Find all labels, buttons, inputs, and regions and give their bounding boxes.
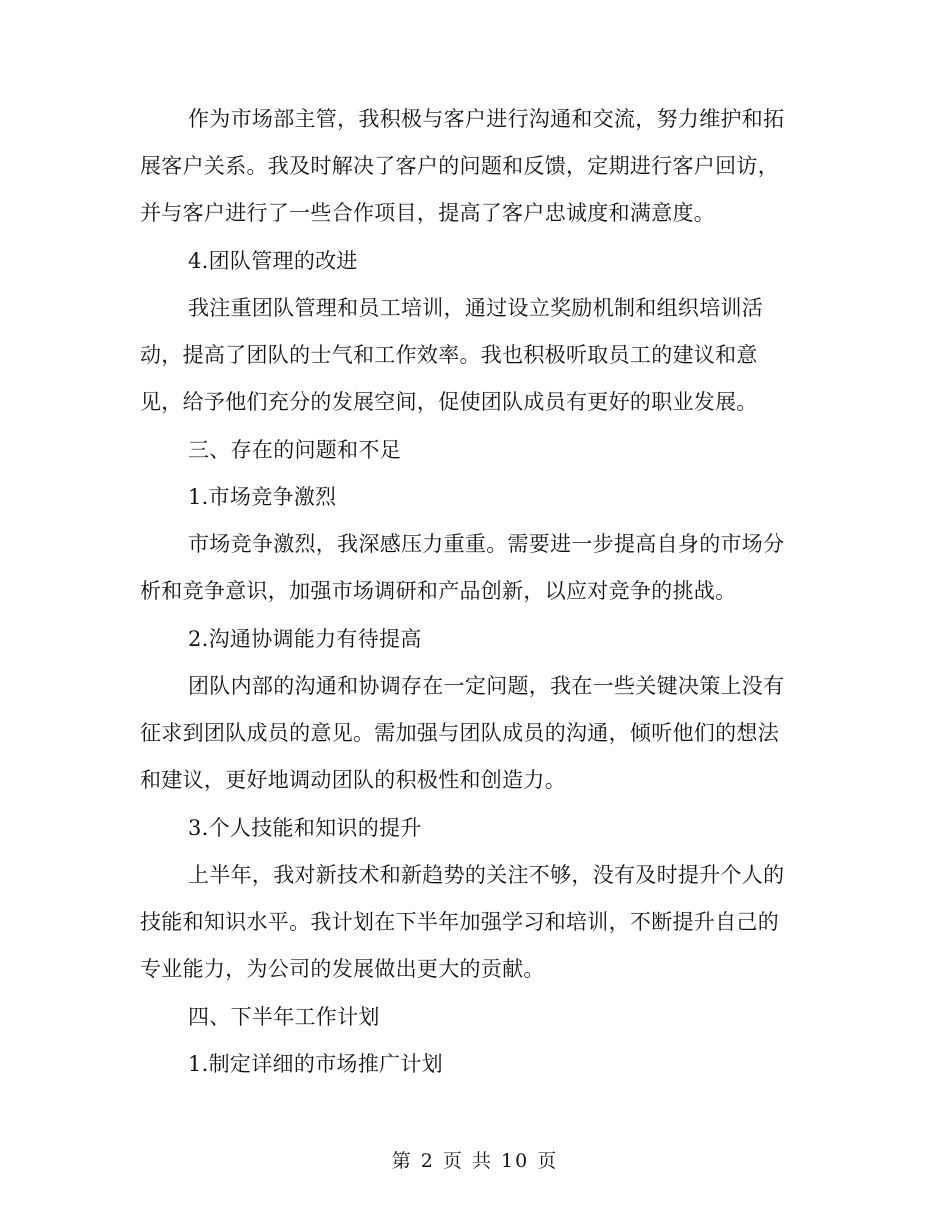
section-heading: 四、下半年工作计划 (188, 1005, 380, 1029)
paragraph-line: 专业能力，为公司的发展做出更大的贡献。 (140, 957, 545, 981)
paragraph-line: 和建议，更好地调动团队的积极性和创造力。 (140, 768, 566, 792)
paragraph-line: 技能和知识水平。我计划在下半年加强学习和培训，不断提升自己的 (140, 910, 779, 934)
paragraph-line: 上半年，我对新技术和新趋势的关注不够，没有及时提升个人的 (188, 863, 785, 887)
paragraph-line: 我注重团队管理和员工培训，通过设立奖励机制和组织培训活 (188, 296, 764, 320)
section-heading: 2.沟通协调能力有待提高 (188, 627, 422, 651)
section-heading: 3.个人技能和知识的提升 (188, 816, 422, 840)
paragraph-line: 作为市场部主管，我积极与客户进行沟通和交流，努力维护和拓 (188, 107, 785, 131)
paragraph-line: 动，提高了团队的士气和工作效率。我也积极听取员工的建议和意 (140, 343, 758, 367)
paragraph-line: 团队内部的沟通和协调存在一定问题，我在一些关键决策上没有 (188, 674, 785, 698)
section-heading: 1.市场竞争激烈 (188, 485, 337, 509)
section-heading: 4.团队管理的改进 (188, 249, 358, 273)
paragraph-line: 见，给予他们充分的发展空间，促使团队成员有更好的职业发展。 (140, 390, 758, 414)
paragraph-line: 展客户关系。我及时解决了客户的问题和反馈，定期进行客户回访， (140, 154, 779, 178)
section-heading: 1.制定详细的市场推广计划 (188, 1052, 443, 1076)
section-heading: 三、存在的问题和不足 (188, 438, 401, 462)
paragraph-line: 市场竞争激烈，我深感压力重重。需要进一步提高自身的市场分 (188, 532, 785, 556)
page-footer: 第 2 页 共 10 页 (391, 1150, 559, 1172)
paragraph-line: 并与客户进行了一些合作项目，提高了客户忠诚度和满意度。 (140, 201, 716, 225)
paragraph-line: 征求到团队成员的意见。需加强与团队成员的沟通，倾听他们的想法 (140, 721, 779, 745)
paragraph-line: 析和竞争意识，加强市场调研和产品创新，以应对竞争的挑战。 (140, 579, 737, 603)
